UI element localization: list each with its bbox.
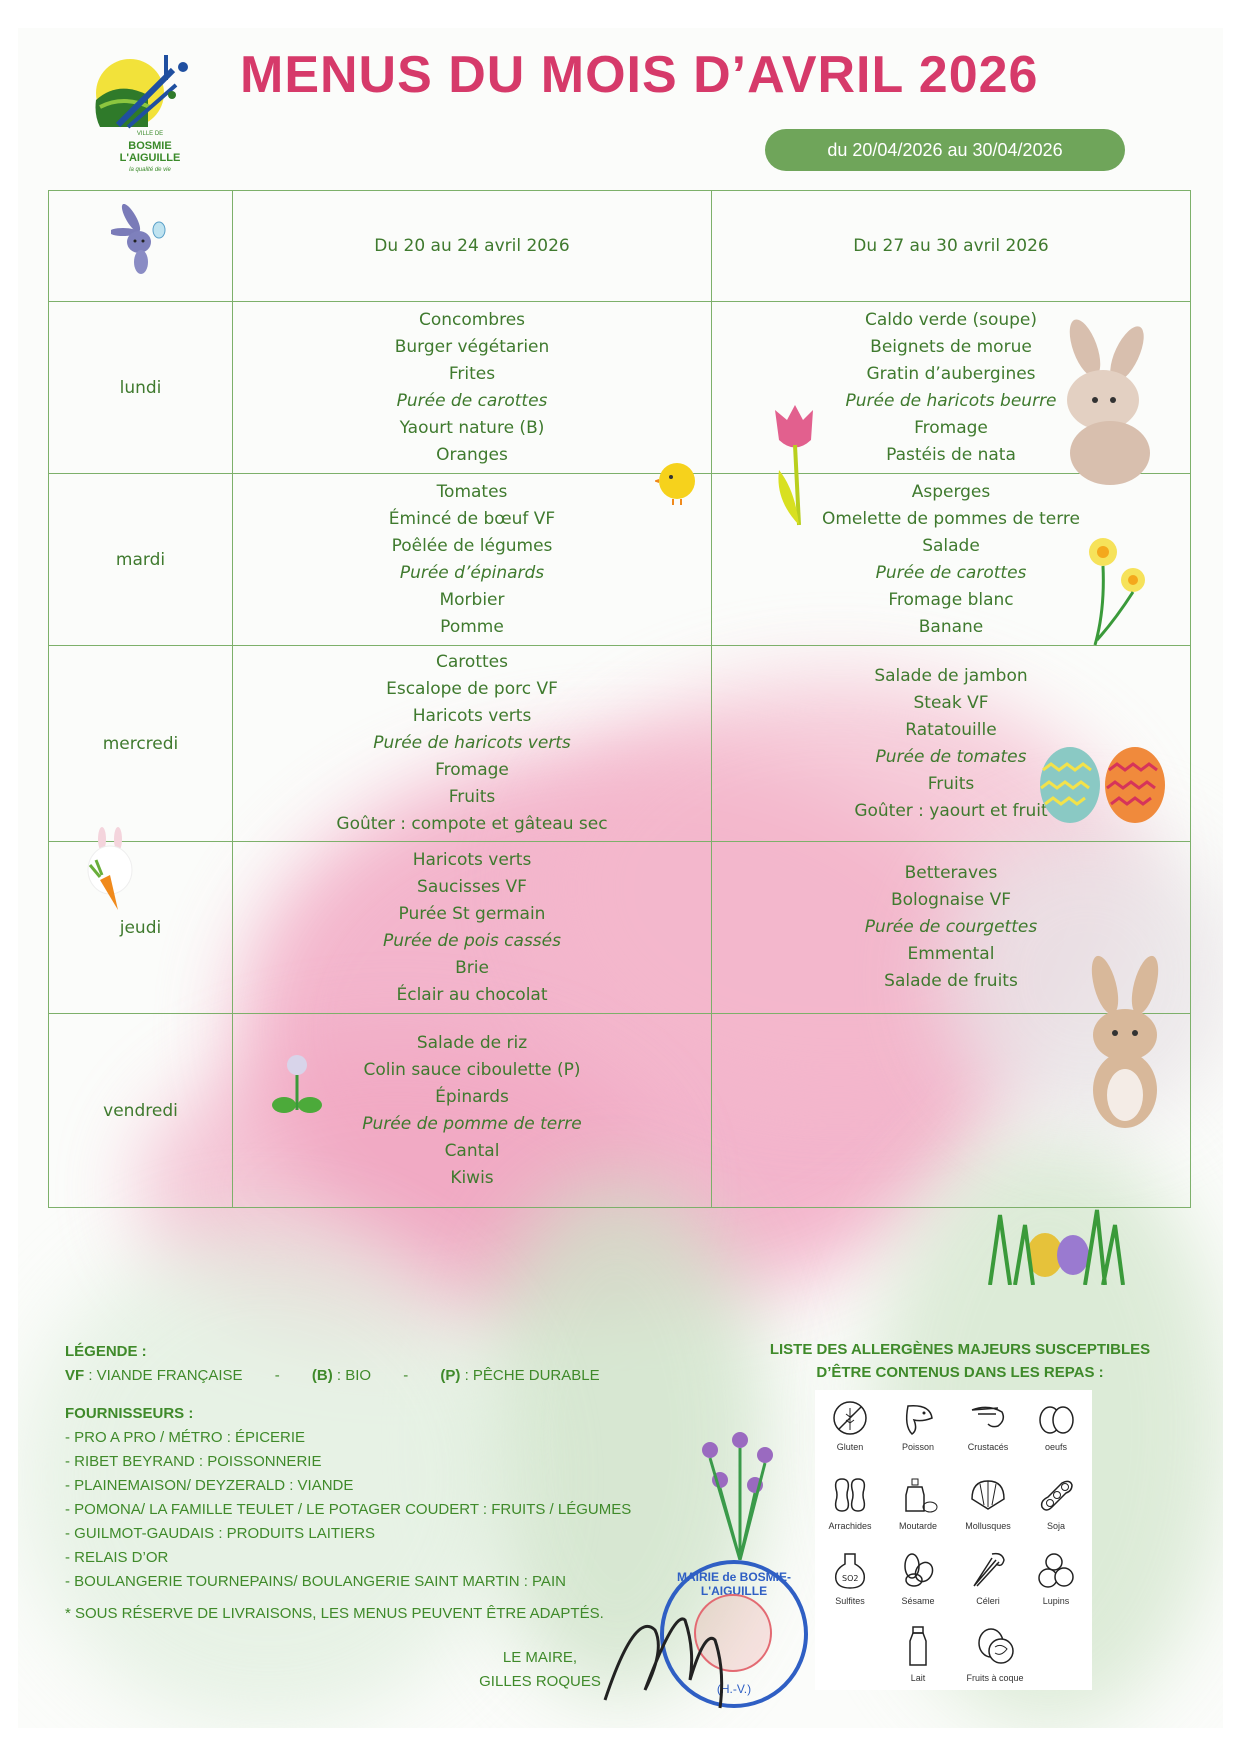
allergen-soja: Soja [1023, 1475, 1089, 1531]
menu-cell [233, 646, 712, 842]
menu-cell [233, 302, 712, 474]
allergens-panel [815, 1390, 1092, 1690]
dish-puree: Purée de carottes [396, 390, 548, 411]
dish: Tomates [436, 481, 508, 502]
supplier-item: - POMONA/ LA FAMILLE TEULET / LE POTAGER COUDERT : FRUITS / LÉGUMES [65, 1501, 632, 1518]
table-header-row [49, 191, 1191, 302]
tulip-icon [765, 400, 825, 530]
dish: Saucisses VF [417, 876, 527, 897]
dish-puree: Purée de pois cassés [383, 930, 561, 951]
dish: Yaourt nature (B) [399, 417, 545, 438]
milk-bottle-icon [898, 1625, 938, 1667]
legend-title: LÉGENDE : [65, 1343, 147, 1360]
dish: Betteraves [904, 863, 998, 883]
dish: Bolognaise VF [890, 890, 1012, 910]
dish-puree: Purée de pomme de terre [362, 1113, 582, 1134]
shell-icon [968, 1475, 1008, 1515]
dish-snack: Goûter : compote et gâteau sec [336, 814, 608, 834]
lavender-bouquet-icon [690, 1430, 790, 1560]
day-row-vendredi [49, 1014, 1191, 1208]
supplier-item: - PLAINEMAISON/ DEYZERALD : VIANDE [65, 1477, 354, 1494]
bunny-sitting-icon [1055, 318, 1165, 488]
dish: Asperges [911, 481, 991, 502]
menu-cell [233, 842, 712, 1014]
dish-puree: Purée de courgettes [864, 917, 1038, 937]
legend-items: VF : VIANDE FRANÇAISE - (B) : BIO - (P) : PÊCHE DURABLE [65, 1367, 600, 1384]
peanut-icon [830, 1475, 870, 1515]
soy-icon [1036, 1475, 1076, 1515]
easter-eggs-icon [1035, 740, 1175, 850]
dish: Fromage [914, 417, 988, 438]
dish: Salade de riz [416, 1032, 528, 1053]
dish: Émincé de bœuf VF [388, 508, 556, 529]
allergen-celeri: Céleri [955, 1550, 1021, 1606]
day-row-jeudi [49, 842, 1191, 1014]
dish: Kiwis [450, 1167, 494, 1188]
dish: Épinards [435, 1086, 509, 1107]
allergen-sulfites: SO2 Sulfites [817, 1550, 883, 1606]
dish: Morbier [439, 589, 505, 610]
dish: Emmental [907, 944, 995, 964]
gluten-icon [832, 1400, 868, 1436]
bunny-with-egg-icon [111, 204, 171, 284]
allergen-lupins: Lupins [1023, 1550, 1089, 1606]
town-hall-stamp: MAIRIE de BOSMIE-L'AIGUILLE (H.-V.) [660, 1560, 808, 1708]
date-range-badge: du 20/04/2026 au 30/04/2026 [765, 129, 1125, 171]
suppliers-title: FOURNISSEURS : [65, 1405, 194, 1422]
shrimp-icon [968, 1400, 1008, 1436]
supplier-item: - BOULANGERIE TOURNEPAINS/ BOULANGERIE SAINT MARTIN : PAIN [65, 1573, 566, 1590]
allergen-poisson: Poisson [885, 1400, 951, 1452]
town-logo-text: VILLE DE BOSMIE L'AIGUILLE la qualité de vie [119, 131, 181, 173]
sesame-icon [898, 1550, 938, 1590]
week-2-header: Du 27 au 30 avril 2026 [712, 191, 1191, 302]
day-row-mardi [49, 474, 1191, 646]
allergen-mollusques: Mollusques [955, 1475, 1021, 1531]
dish: Gratin d’aubergines [866, 363, 1036, 384]
celery-icon [968, 1550, 1008, 1590]
dish: Pastéis de nata [886, 444, 1016, 465]
dish: Fruits [927, 773, 975, 794]
menu-cell [233, 474, 712, 646]
dish: Pomme [440, 616, 504, 637]
dish: Brie [455, 957, 489, 978]
dish-puree: Purée de haricots beurre [845, 390, 1057, 411]
dish: Steak VF [913, 692, 989, 713]
dish: Frites [448, 363, 496, 384]
day-label: mercredi [49, 646, 233, 842]
dish-puree: Purée de haricots verts [373, 733, 571, 753]
corner-cell [49, 191, 233, 302]
dish: Ratatouille [905, 719, 997, 740]
dish-puree: Purée de carottes [875, 562, 1027, 583]
allergen-lait: Lait [885, 1625, 951, 1683]
week-1-header: Du 20 au 24 avril 2026 [233, 191, 712, 302]
dish: Poêlée de légumes [391, 535, 553, 556]
allergen-oeufs: oeufs [1023, 1400, 1089, 1452]
svg-text:SO2: SO2 [842, 1574, 859, 1583]
dish: Haricots verts [412, 706, 532, 726]
mayor-signature-icon [595, 1590, 775, 1710]
delivery-note: * SOUS RÉSERVE DE LIVRAISONS, LES MENUS PEUVENT ÊTRE ADAPTÉS. [65, 1605, 604, 1622]
dish: Fromage [435, 760, 509, 780]
day-label: jeudi [49, 842, 233, 1014]
supplier-item: - PRO A PRO / MÉTRO : ÉPICERIE [65, 1429, 306, 1446]
mayor-signature-block: LE MAIRE, GILLES ROQUES [479, 1649, 601, 1690]
supplier-item: - GUILMOT-GAUDAIS : PRODUITS LAITIERS [65, 1525, 376, 1542]
dish: Caldo verde (soupe) [864, 309, 1038, 330]
dish: Burger végétarien [394, 336, 550, 357]
eggs-icon [1036, 1400, 1076, 1436]
flower-plant-icon [262, 1050, 332, 1120]
day-row-lundi [49, 302, 1191, 474]
nuts-icon [975, 1625, 1015, 1667]
day-row-mercredi [49, 646, 1191, 842]
dish: Éclair au chocolat [396, 984, 548, 1005]
bunny-standing-icon [1070, 955, 1180, 1135]
day-label: mardi [49, 474, 233, 646]
mustard-icon [898, 1475, 938, 1515]
allergen-fruits-a-coque: Fruits à coque [955, 1625, 1035, 1683]
dish: Beignets de morue [870, 336, 1032, 357]
legend-section [65, 1340, 631, 1626]
allergen-arrachides: Arrachides [817, 1475, 883, 1531]
daffodil-icon [1075, 530, 1155, 650]
allergen-crustaces: Crustacés [955, 1400, 1021, 1452]
dish: Colin sauce ciboulette (P) [363, 1059, 581, 1080]
allergen-moutarde: Moutarde [885, 1475, 951, 1531]
dish: Cantal [444, 1140, 500, 1161]
grass-eggs-icon [985, 1195, 1125, 1285]
dish: Carottes [436, 652, 508, 672]
allergen-sesame: Sésame [885, 1550, 951, 1606]
chick-icon [655, 455, 701, 505]
fish-icon [900, 1400, 936, 1436]
allergens-title: LISTE DES ALLERGÈNES MAJEURS SUSCEPTIBLES D’ÊTRE CONTENUS DANS LES REPAS : [769, 1341, 1151, 1381]
allergen-gluten: Gluten [817, 1400, 883, 1452]
supplier-item: - RIBET BEYRAND : POISSONNERIE [65, 1453, 322, 1470]
dish: Purée St germain [398, 903, 546, 924]
dish: Salade [922, 535, 980, 556]
town-logo-icon [88, 45, 198, 130]
dish: Salade de fruits [884, 971, 1018, 991]
dish: Banane [918, 616, 984, 637]
dish-puree: Purée d’épinards [399, 562, 545, 583]
sulfites-flask-icon [830, 1550, 870, 1590]
dish: Concombres [418, 309, 526, 330]
lupin-icon [1036, 1550, 1076, 1590]
day-label: vendredi [49, 1014, 233, 1208]
dish-puree: Purée de tomates [875, 746, 1027, 767]
dish: Oranges [436, 444, 508, 465]
dish: Salade de jambon [874, 665, 1028, 686]
day-label: lundi [49, 302, 233, 474]
bunny-with-carrot-icon [80, 825, 140, 915]
dish: Omelette de pommes de terre [821, 508, 1080, 529]
dish: Haricots verts [412, 849, 532, 870]
dish: Fruits [448, 787, 496, 807]
dish-snack: Goûter : yaourt et fruit [854, 800, 1048, 821]
supplier-item: - RELAIS D’OR [65, 1549, 169, 1566]
page-title: MENUS DU MOIS D’AVRIL 2026 [240, 46, 1039, 104]
dish: Fromage blanc [888, 589, 1014, 610]
dish: Escalope de porc VF [386, 679, 558, 699]
menu-table [48, 190, 1191, 1208]
